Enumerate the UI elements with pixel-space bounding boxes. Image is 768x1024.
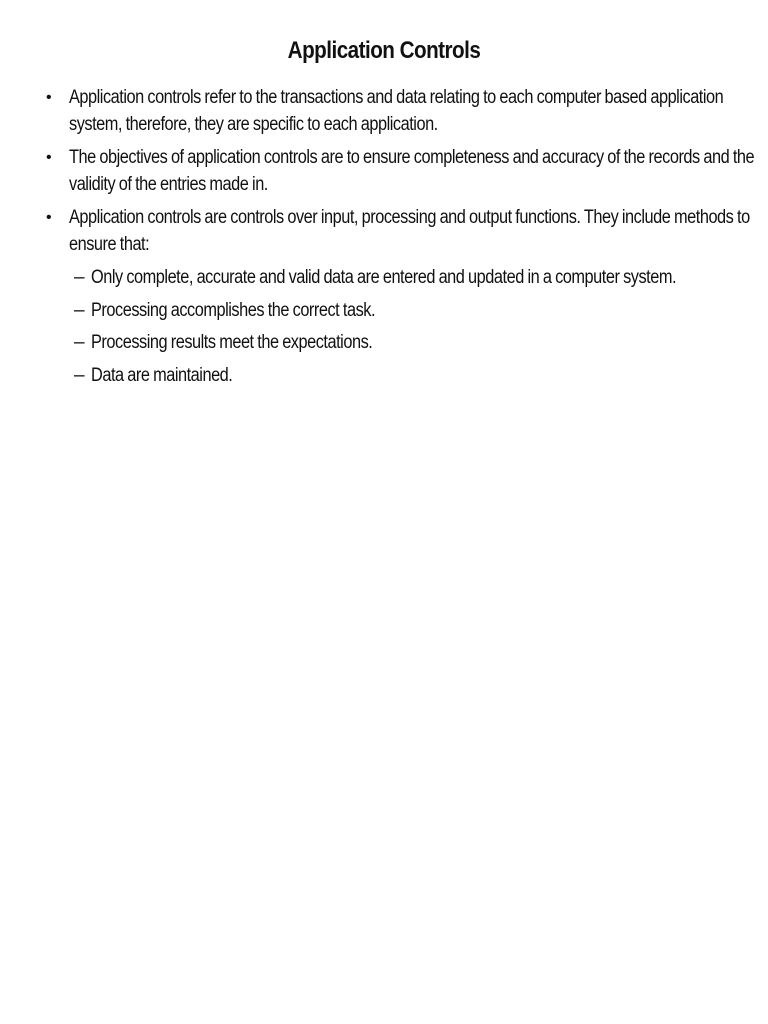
dash-icon: – (74, 364, 85, 386)
sub-bullet-item (44, 362, 744, 389)
bullet-item (44, 84, 744, 138)
dash-icon: – (74, 267, 85, 288)
bullet-icon: • (46, 149, 52, 166)
sub-bullet-text: Processing accomplishes the correct task. (91, 299, 376, 321)
dash-icon: – (74, 299, 85, 321)
bullet-text: The objectives of application controls are to ensure completeness and accuracy of the records and the validity of the entries made in. (69, 147, 755, 195)
sub-bullet-text: Processing results meet the expectations. (91, 332, 373, 353)
sub-bullet-text: Only complete, accurate and valid data are entered and updated in a computer system. (91, 267, 677, 288)
sub-bullet-item (44, 264, 744, 291)
bullet-list (44, 84, 755, 394)
sub-bullet-item (44, 329, 744, 356)
bullet-icon: • (46, 209, 52, 226)
bullet-text: Application controls refer to the transactions and data relating to each computer based application system, therefore, they are specific to each application. (69, 87, 724, 135)
bullet-text: Application controls are controls over input, processing and output functions. They include methods to ensure that: (69, 207, 750, 255)
page-title: Application Controls (287, 37, 481, 64)
bullet-item (44, 144, 755, 198)
bullet-item (44, 204, 750, 258)
bullet-icon: • (46, 89, 52, 106)
dash-icon: – (74, 332, 85, 353)
sub-bullet-item (44, 297, 744, 324)
sub-bullet-text: Data are maintained. (91, 364, 233, 386)
